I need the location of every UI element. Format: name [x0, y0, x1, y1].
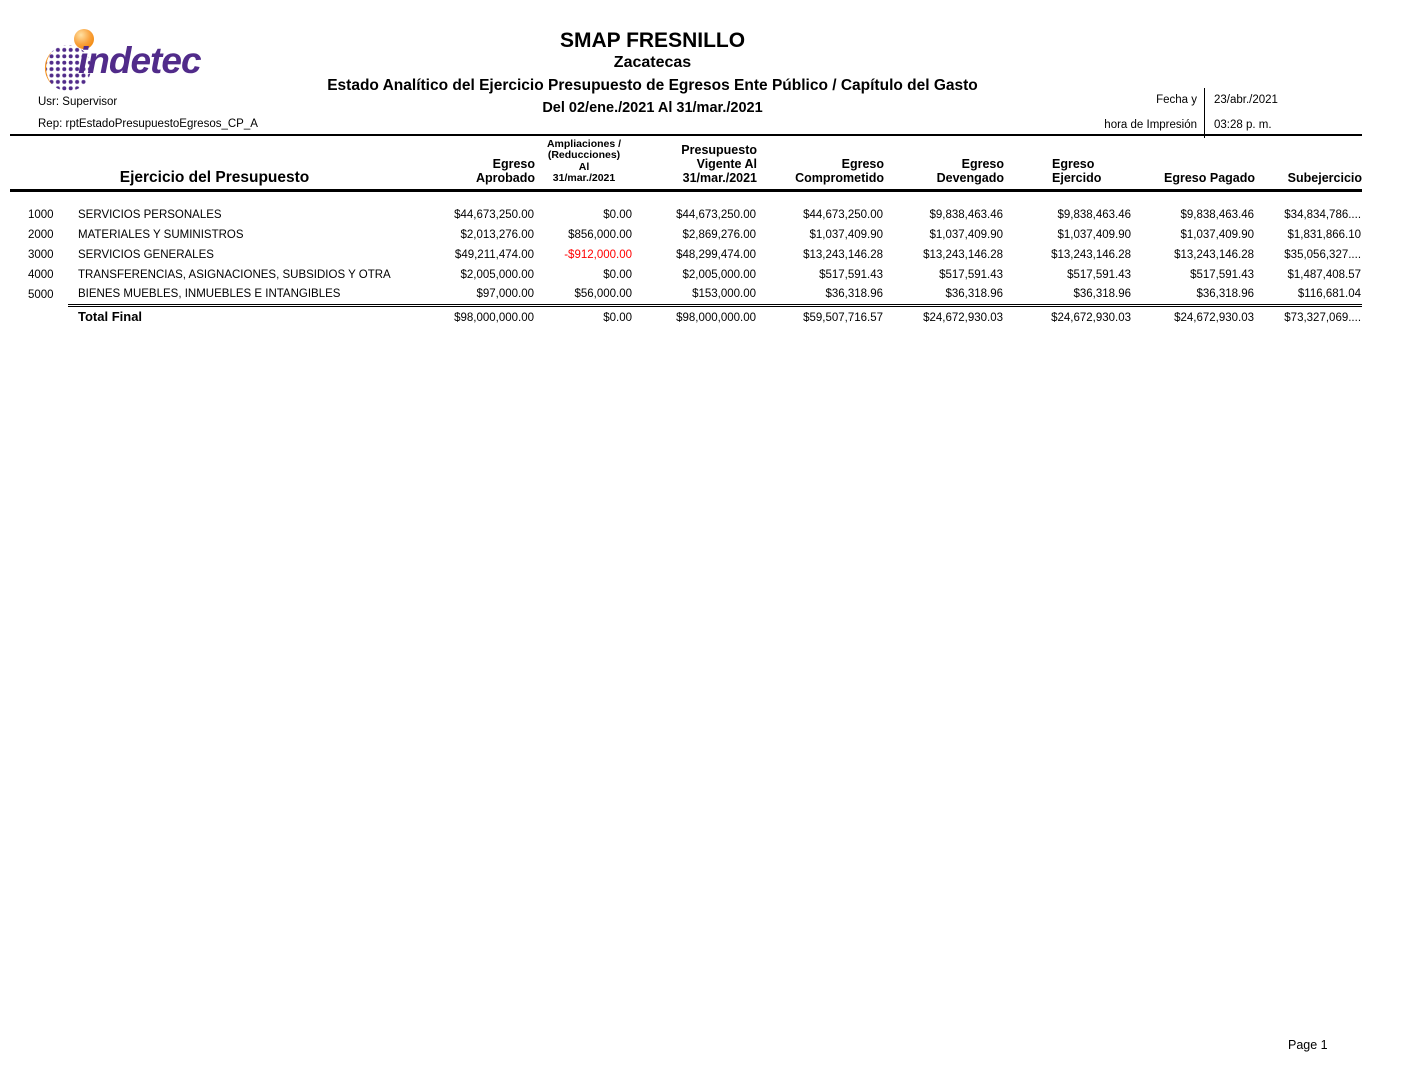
row-concept-cell: SERVICIOS GENERALES	[78, 249, 214, 261]
budget-table	[10, 134, 1362, 326]
total-ampliaciones: $0.00	[535, 305, 633, 326]
row-pagado-cell: $36,318.96	[1196, 288, 1255, 301]
row-ejercido-cell: $517,591.43	[1067, 269, 1132, 281]
row-code-cell: 5000	[28, 289, 54, 301]
row-concept-cell: BIENES MUEBLES, INMUEBLES E INTANGIBLES	[78, 288, 341, 301]
row-vigente-cell: $2,005,000.00	[682, 269, 757, 281]
print-time-value: 03:28 p. m.	[1214, 119, 1272, 131]
table-row	[10, 265, 1362, 285]
print-date-value: 23/abr./2021	[1214, 94, 1278, 106]
print-time-label: hora de Impresión	[1104, 119, 1197, 131]
total-ejercido: $24,672,930.03	[1004, 305, 1132, 326]
row-pagado-cell: $13,243,146.28	[1174, 249, 1255, 261]
table-row	[10, 245, 1362, 265]
row-aprobado-cell: $2,013,276.00	[460, 229, 535, 241]
table-row	[10, 205, 1362, 225]
row-vigente-cell: $48,299,474.00	[676, 249, 757, 261]
table-header	[10, 135, 1362, 190]
col-header-ejercido: Egreso Ejercido	[1052, 156, 1102, 185]
row-pagado-cell: $9,838,463.46	[1180, 209, 1255, 221]
row-vigente-cell: $44,673,250.00	[676, 209, 757, 221]
row-subejercicio-cell: $116,681.04	[1297, 288, 1362, 301]
row-aprobado-cell: $97,000.00	[476, 288, 535, 301]
total-row	[10, 305, 1362, 326]
row-ejercido-cell: $9,838,463.46	[1057, 209, 1132, 221]
row-code-cell: 2000	[28, 229, 54, 241]
row-ejercido-cell: $1,037,409.90	[1057, 229, 1132, 241]
spacer-row	[10, 190, 1362, 205]
col-header-comprometido: Egreso Comprometido	[795, 156, 885, 185]
print-datetime	[1040, 88, 1278, 138]
col-header-ampliaciones: Ampliaciones / (Reducciones) Al 31/mar./2021	[546, 137, 622, 184]
col-header-concept: Ejercicio del Presupuesto	[119, 168, 310, 186]
row-comprometido-cell: $517,591.43	[819, 269, 884, 281]
total-subejercicio: $73,327,069....	[1255, 305, 1362, 326]
total-devengado: $24,672,930.03	[884, 305, 1004, 326]
row-devengado-cell: $9,838,463.46	[929, 209, 1004, 221]
print-datetime-values	[1205, 88, 1278, 138]
row-pagado-cell: $517,591.43	[1190, 269, 1255, 281]
row-subejercicio-cell: $1,831,866.10	[1287, 229, 1362, 241]
row-ampliaciones-cell: $856,000.00	[568, 229, 633, 241]
row-aprobado-cell: $2,005,000.00	[460, 269, 535, 281]
row-ampliaciones-cell: $56,000.00	[574, 288, 633, 301]
print-date-label: Fecha y	[1156, 94, 1197, 106]
total-comprometido: $59,507,716.57	[757, 305, 884, 326]
col-header-devengado: Egreso Devengado	[936, 156, 1005, 185]
row-ampliaciones-cell: -$912,000.00	[564, 249, 633, 261]
total-pagado: $24,672,930.03	[1132, 305, 1255, 326]
row-subejercicio-cell: $34,834,786....	[1284, 209, 1362, 221]
row-subejercicio-cell: $1,487,408.57	[1287, 269, 1362, 281]
row-ejercido-cell: $13,243,146.28	[1051, 249, 1132, 261]
row-code-cell: 4000	[28, 269, 54, 281]
row-comprometido-cell: $1,037,409.90	[809, 229, 884, 241]
row-vigente-cell: $153,000.00	[692, 288, 757, 301]
total-vigente: $98,000,000.00	[633, 305, 757, 326]
page-number: Page 1	[1288, 1038, 1328, 1052]
row-code-cell: 3000	[28, 249, 54, 261]
report-period: Del 02/ene./2021 Al 31/mar./2021	[542, 100, 763, 116]
row-pagado-cell: $1,037,409.90	[1180, 229, 1255, 241]
report-title: Estado Analítico del Ejercicio Presupuesto de Egresos Ente Público / Capítulo del Gasto	[327, 77, 978, 94]
row-concept-cell: MATERIALES Y SUMINISTROS	[78, 229, 244, 241]
total-aprobado: $98,000,000.00	[419, 305, 535, 326]
row-ejercido-cell: $36,318.96	[1073, 288, 1132, 301]
row-comprometido-cell: $13,243,146.28	[803, 249, 884, 261]
user-label: Usr: Supervisor	[38, 96, 118, 108]
row-vigente-cell: $2,869,276.00	[682, 229, 757, 241]
col-header-pagado: Egreso Pagado	[1164, 170, 1256, 185]
table-body	[10, 190, 1362, 305]
table-row	[10, 225, 1362, 245]
row-devengado-cell: $13,243,146.28	[923, 249, 1004, 261]
row-concept-cell: SERVICIOS PERSONALES	[78, 209, 222, 221]
print-datetime-labels	[1040, 88, 1204, 138]
col-header-aprobado: Egreso Aprobado	[475, 156, 536, 185]
row-devengado-cell: $517,591.43	[939, 269, 1004, 281]
row-concept-cell: TRANSFERENCIAS, ASIGNACIONES, SUBSIDIOS Y OTRA	[78, 269, 391, 281]
row-aprobado-cell: $49,211,474.00	[454, 249, 535, 261]
logo-wordmark: indetec	[78, 40, 201, 81]
row-ampliaciones-cell: $0.00	[603, 209, 633, 221]
state-name: Zacatecas	[613, 54, 692, 71]
row-code-cell: 1000	[28, 209, 54, 221]
row-comprometido-cell: $44,673,250.00	[803, 209, 884, 221]
row-ampliaciones-cell: $0.00	[603, 269, 633, 281]
table-row	[10, 285, 1362, 305]
row-subejercicio-cell: $35,056,327....	[1284, 249, 1362, 261]
total-code-cell	[10, 305, 68, 326]
report-id-label: Rep: rptEstadoPresupuestoEgresos_CP_A	[38, 118, 258, 130]
total-label: Total Final	[68, 305, 419, 326]
col-header-vigente: Presupuesto Vigente Al 31/mar./2021	[681, 142, 758, 185]
col-header-subejercicio: Subejercicio	[1287, 170, 1363, 185]
row-comprometido-cell: $36,318.96	[825, 288, 884, 301]
table-footer	[10, 305, 1362, 326]
entity-name: SMAP FRESNILLO	[559, 29, 746, 52]
row-devengado-cell: $1,037,409.90	[929, 229, 1004, 241]
row-devengado-cell: $36,318.96	[945, 288, 1004, 301]
row-aprobado-cell: $44,673,250.00	[454, 209, 535, 221]
